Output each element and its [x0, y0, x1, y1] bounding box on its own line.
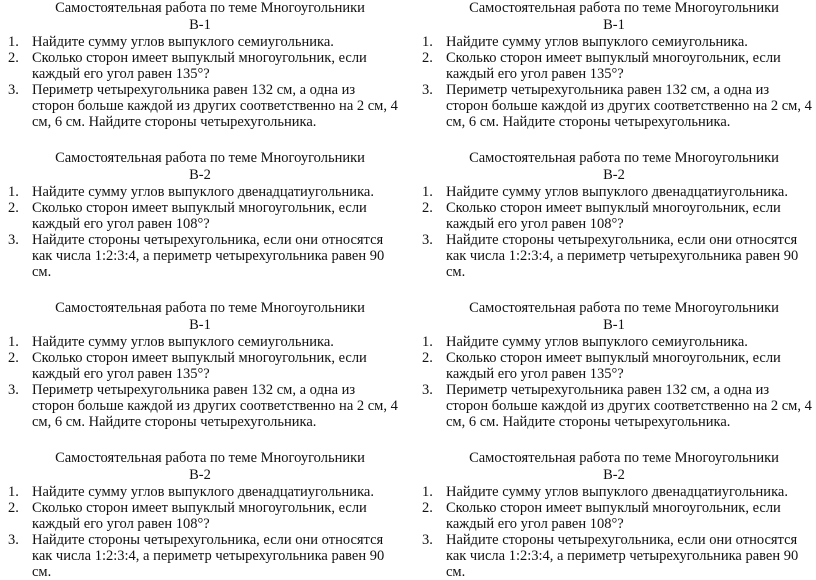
variant-label: В-1	[603, 17, 625, 33]
variant-label: В-1	[189, 317, 211, 333]
task-item	[0, 232, 400, 280]
task-item	[0, 532, 400, 580]
task-number: 2.	[8, 500, 19, 516]
task-text: Найдите сумму углов выпуклого семиугольника.	[446, 334, 748, 350]
variant-label: В-1	[603, 317, 625, 333]
right-column	[414, 0, 814, 580]
task-item	[0, 200, 400, 232]
task-item	[0, 382, 400, 430]
task-number: 3.	[8, 382, 19, 398]
task-number: 3.	[8, 232, 19, 248]
variant-label: В-1	[189, 17, 211, 33]
task-item	[414, 350, 814, 382]
task-item	[414, 232, 814, 280]
task-list	[0, 34, 400, 130]
task-item	[0, 34, 400, 50]
task-item	[0, 334, 400, 350]
task-number: 2.	[422, 500, 433, 516]
task-item	[0, 184, 400, 200]
task-text: Найдите сумму углов выпуклого двенадцатиугольника.	[446, 484, 788, 500]
task-number: 1.	[422, 34, 433, 50]
worksheet-block	[0, 150, 400, 280]
task-item	[414, 334, 814, 350]
task-number: 2.	[8, 50, 19, 66]
task-item	[414, 484, 814, 500]
task-list	[414, 34, 814, 130]
task-list	[0, 484, 400, 580]
task-number: 3.	[8, 532, 19, 548]
task-text: Сколько сторон имеет выпуклый многоугольник, если каждый его угол равен 135°?	[446, 350, 781, 382]
worksheet-title: Самостоятельная работа по теме Многоугольники	[469, 150, 779, 166]
task-number: 3.	[422, 82, 433, 98]
worksheet-block	[414, 150, 814, 280]
task-item	[414, 200, 814, 232]
task-text: Сколько сторон имеет выпуклый многоугольник, если каждый его угол равен 135°?	[32, 50, 367, 82]
task-text: Сколько сторон имеет выпуклый многоугольник, если каждый его угол равен 135°?	[32, 350, 367, 382]
task-number: 3.	[8, 82, 19, 98]
task-item	[0, 82, 400, 130]
worksheet-block	[0, 300, 400, 430]
task-text: Найдите сумму углов выпуклого двенадцатиугольника.	[32, 484, 374, 500]
task-item	[0, 350, 400, 382]
worksheet-block	[414, 0, 814, 130]
task-list	[0, 334, 400, 430]
task-text: Сколько сторон имеет выпуклый многоугольник, если каждый его угол равен 108°?	[446, 200, 781, 232]
task-text: Найдите сумму углов выпуклого семиугольника.	[32, 334, 334, 350]
variant-label: В-2	[603, 167, 625, 183]
worksheet-title: Самостоятельная работа по теме Многоугольники	[469, 450, 779, 466]
worksheet-title: Самостоятельная работа по теме Многоугольники	[55, 0, 365, 16]
worksheet-title: Самостоятельная работа по теме Многоугольники	[55, 450, 365, 466]
task-list	[414, 484, 814, 580]
left-column	[0, 0, 400, 580]
task-item	[0, 500, 400, 532]
task-text: Найдите стороны четырехугольника, если они относятся как числа 1:2:3:4, а периметр четырехугольника равен 90 см.	[446, 232, 799, 280]
worksheet-block	[414, 450, 814, 580]
task-number: 2.	[8, 200, 19, 216]
task-list	[414, 334, 814, 430]
task-number: 2.	[422, 50, 433, 66]
task-number: 2.	[422, 350, 433, 366]
task-item	[0, 50, 400, 82]
task-list	[414, 184, 814, 280]
task-number: 3.	[422, 382, 433, 398]
task-item	[414, 82, 814, 130]
variant-label: В-2	[189, 167, 211, 183]
variant-label: В-2	[603, 467, 625, 483]
task-text: Сколько сторон имеет выпуклый многоугольник, если каждый его угол равен 135°?	[446, 50, 781, 82]
task-item	[0, 484, 400, 500]
task-number: 2.	[8, 350, 19, 366]
task-item	[414, 532, 814, 580]
task-text: Периметр четырехугольника равен 132 см, а одна из сторон больше каждой из других соответственно на 2 см, 4 см, 6 см. Найдите стороны четырехугольника.	[32, 82, 398, 130]
task-text: Сколько сторон имеет выпуклый многоугольник, если каждый его угол равен 108°?	[446, 500, 781, 532]
task-number: 2.	[422, 200, 433, 216]
task-text: Найдите сумму углов выпуклого семиугольника.	[446, 34, 748, 50]
worksheet-block	[0, 0, 400, 130]
task-number: 1.	[8, 184, 19, 200]
task-item	[414, 34, 814, 50]
task-item	[414, 50, 814, 82]
task-number: 3.	[422, 532, 433, 548]
task-text: Найдите сумму углов выпуклого семиугольника.	[32, 34, 334, 50]
task-list	[0, 184, 400, 280]
task-text: Сколько сторон имеет выпуклый многоугольник, если каждый его угол равен 108°?	[32, 500, 367, 532]
task-text: Периметр четырехугольника равен 132 см, а одна из сторон больше каждой из других соответственно на 2 см, 4 см, 6 см. Найдите стороны четырехугольника.	[446, 382, 812, 430]
task-item	[414, 500, 814, 532]
task-item	[414, 382, 814, 430]
task-text: Найдите стороны четырехугольника, если они относятся как числа 1:2:3:4, а периметр четырехугольника равен 90 см.	[446, 532, 799, 580]
task-number: 1.	[422, 484, 433, 500]
task-item	[414, 184, 814, 200]
task-number: 1.	[8, 484, 19, 500]
worksheet-title: Самостоятельная работа по теме Многоугольники	[55, 300, 365, 316]
task-number: 1.	[8, 334, 19, 350]
task-text: Найдите сумму углов выпуклого двенадцатиугольника.	[446, 184, 788, 200]
task-text: Найдите стороны четырехугольника, если они относятся как числа 1:2:3:4, а периметр четырехугольника равен 90 см.	[32, 532, 385, 580]
worksheet-title: Самостоятельная работа по теме Многоугольники	[469, 300, 779, 316]
task-number: 1.	[8, 34, 19, 50]
variant-label: В-2	[189, 467, 211, 483]
task-text: Сколько сторон имеет выпуклый многоугольник, если каждый его угол равен 108°?	[32, 200, 367, 232]
task-number: 1.	[422, 184, 433, 200]
task-text: Найдите стороны четырехугольника, если они относятся как числа 1:2:3:4, а периметр четырехугольника равен 90 см.	[32, 232, 385, 280]
worksheet-title: Самостоятельная работа по теме Многоугольники	[55, 150, 365, 166]
worksheet-block	[414, 300, 814, 430]
task-number: 3.	[422, 232, 433, 248]
task-number: 1.	[422, 334, 433, 350]
task-text: Найдите сумму углов выпуклого двенадцатиугольника.	[32, 184, 374, 200]
task-text: Периметр четырехугольника равен 132 см, а одна из сторон больше каждой из других соответственно на 2 см, 4 см, 6 см. Найдите стороны четырехугольника.	[32, 382, 398, 430]
task-text: Периметр четырехугольника равен 132 см, а одна из сторон больше каждой из других соответственно на 2 см, 4 см, 6 см. Найдите стороны четырехугольника.	[446, 82, 812, 130]
worksheet-block	[0, 450, 400, 580]
worksheet-title: Самостоятельная работа по теме Многоугольники	[469, 0, 779, 16]
